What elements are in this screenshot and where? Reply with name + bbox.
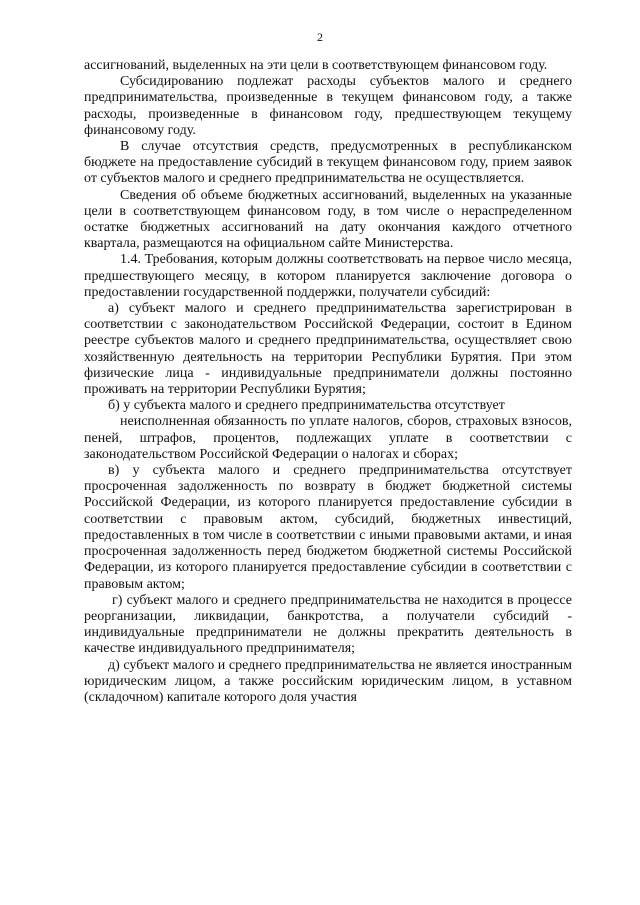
document-body bbox=[84, 58, 572, 706]
paragraph-subsidy-expenses: Субсидированию подлежат расходы субъектов малого и среднего предпринимательства, произведенные в текущем финансовом году, а также расходы, произведенные в финансовом году, предшествующем текущему финансовому году. bbox=[84, 74, 572, 138]
paragraph-continuation: ассигнований, выделенных на эти цели в соответствующем финансовом году. bbox=[84, 58, 548, 73]
paragraph-budget-info: Сведения об объеме бюджетных ассигнований, выделенных на указанные цели в соответствующем финансовом году, в том числе о нераспределенном остатке бюджетных ассигнований на дату окончания каждого отчетного квартала, размещаются на официальном сайте Министерства. bbox=[84, 187, 572, 252]
list-item-d: д) субъект малого и среднего предпринимательства не является иностранным юридическим лицом, а также российским юридическим лицом, в уставном (складочном) капитале которого доля участия bbox=[84, 657, 572, 705]
list-item-g: г) субъект малого и среднего предпринимательства не находится в процессе реорганизации, ликвидации, банкротства, а получатели субсидий - индивидуальные предприниматели не должны прекратить деятельность в качестве индивидуального предпринимателя; bbox=[84, 592, 572, 657]
page-number: 2 bbox=[317, 30, 323, 44]
paragraph-requirements: 1.4. Требования, которым должны соответствовать на первое число месяца, предшествующего месяцу, в котором планируется заключение договора о предоставлении государственной поддержки, получатели субсидий: bbox=[84, 252, 572, 300]
list-item-a: а) субъект малого и среднего предпринимательства зарегистрирован в соответствии с законодательством Российской Федерации, состоит в Едином реестре субъектов малого и среднего предпринимательства, осуществляет свою хозяйственную деятельность на территории Республики Бурятия. При этом физические лица - индивидуальные предприниматели должны постоянно проживать на территории Республики Бурятия; bbox=[84, 301, 572, 398]
list-item-v: в) у субъекта малого и среднего предпринимательства отсутствует просроченная задолженность по возврату в бюджет бюджетной системы Российской Федерации, из которого планируется предоставление субсидии в соответствии с правовым актом, субсидий, бюджетных инвестиций, предоставленных в том числе в соответствии с иными правовыми актами, и иная просроченная задолженность перед бюджетом бюджетной системы Российской Федерации, из которого планируется предоставление субсидии в соответствии с правовым актом; bbox=[84, 463, 572, 592]
list-item-b-continuation: неисполненная обязанность по уплате налогов, сборов, страховых взносов, пеней, штрафов, процентов, подлежащих уплате в соответствии с законодательством Российской Федерации о налогах и сборах; bbox=[84, 414, 572, 462]
list-item-b: б) у субъекта малого и среднего предпринимательства отсутствует bbox=[108, 398, 505, 414]
paragraph-no-funds: В случае отсутствия средств, предусмотренных в республиканском бюджете на предоставление субсидий в текущем финансовом году, прием заявок от субъектов малого и среднего предпринимательства не осуществляется. bbox=[84, 139, 572, 187]
